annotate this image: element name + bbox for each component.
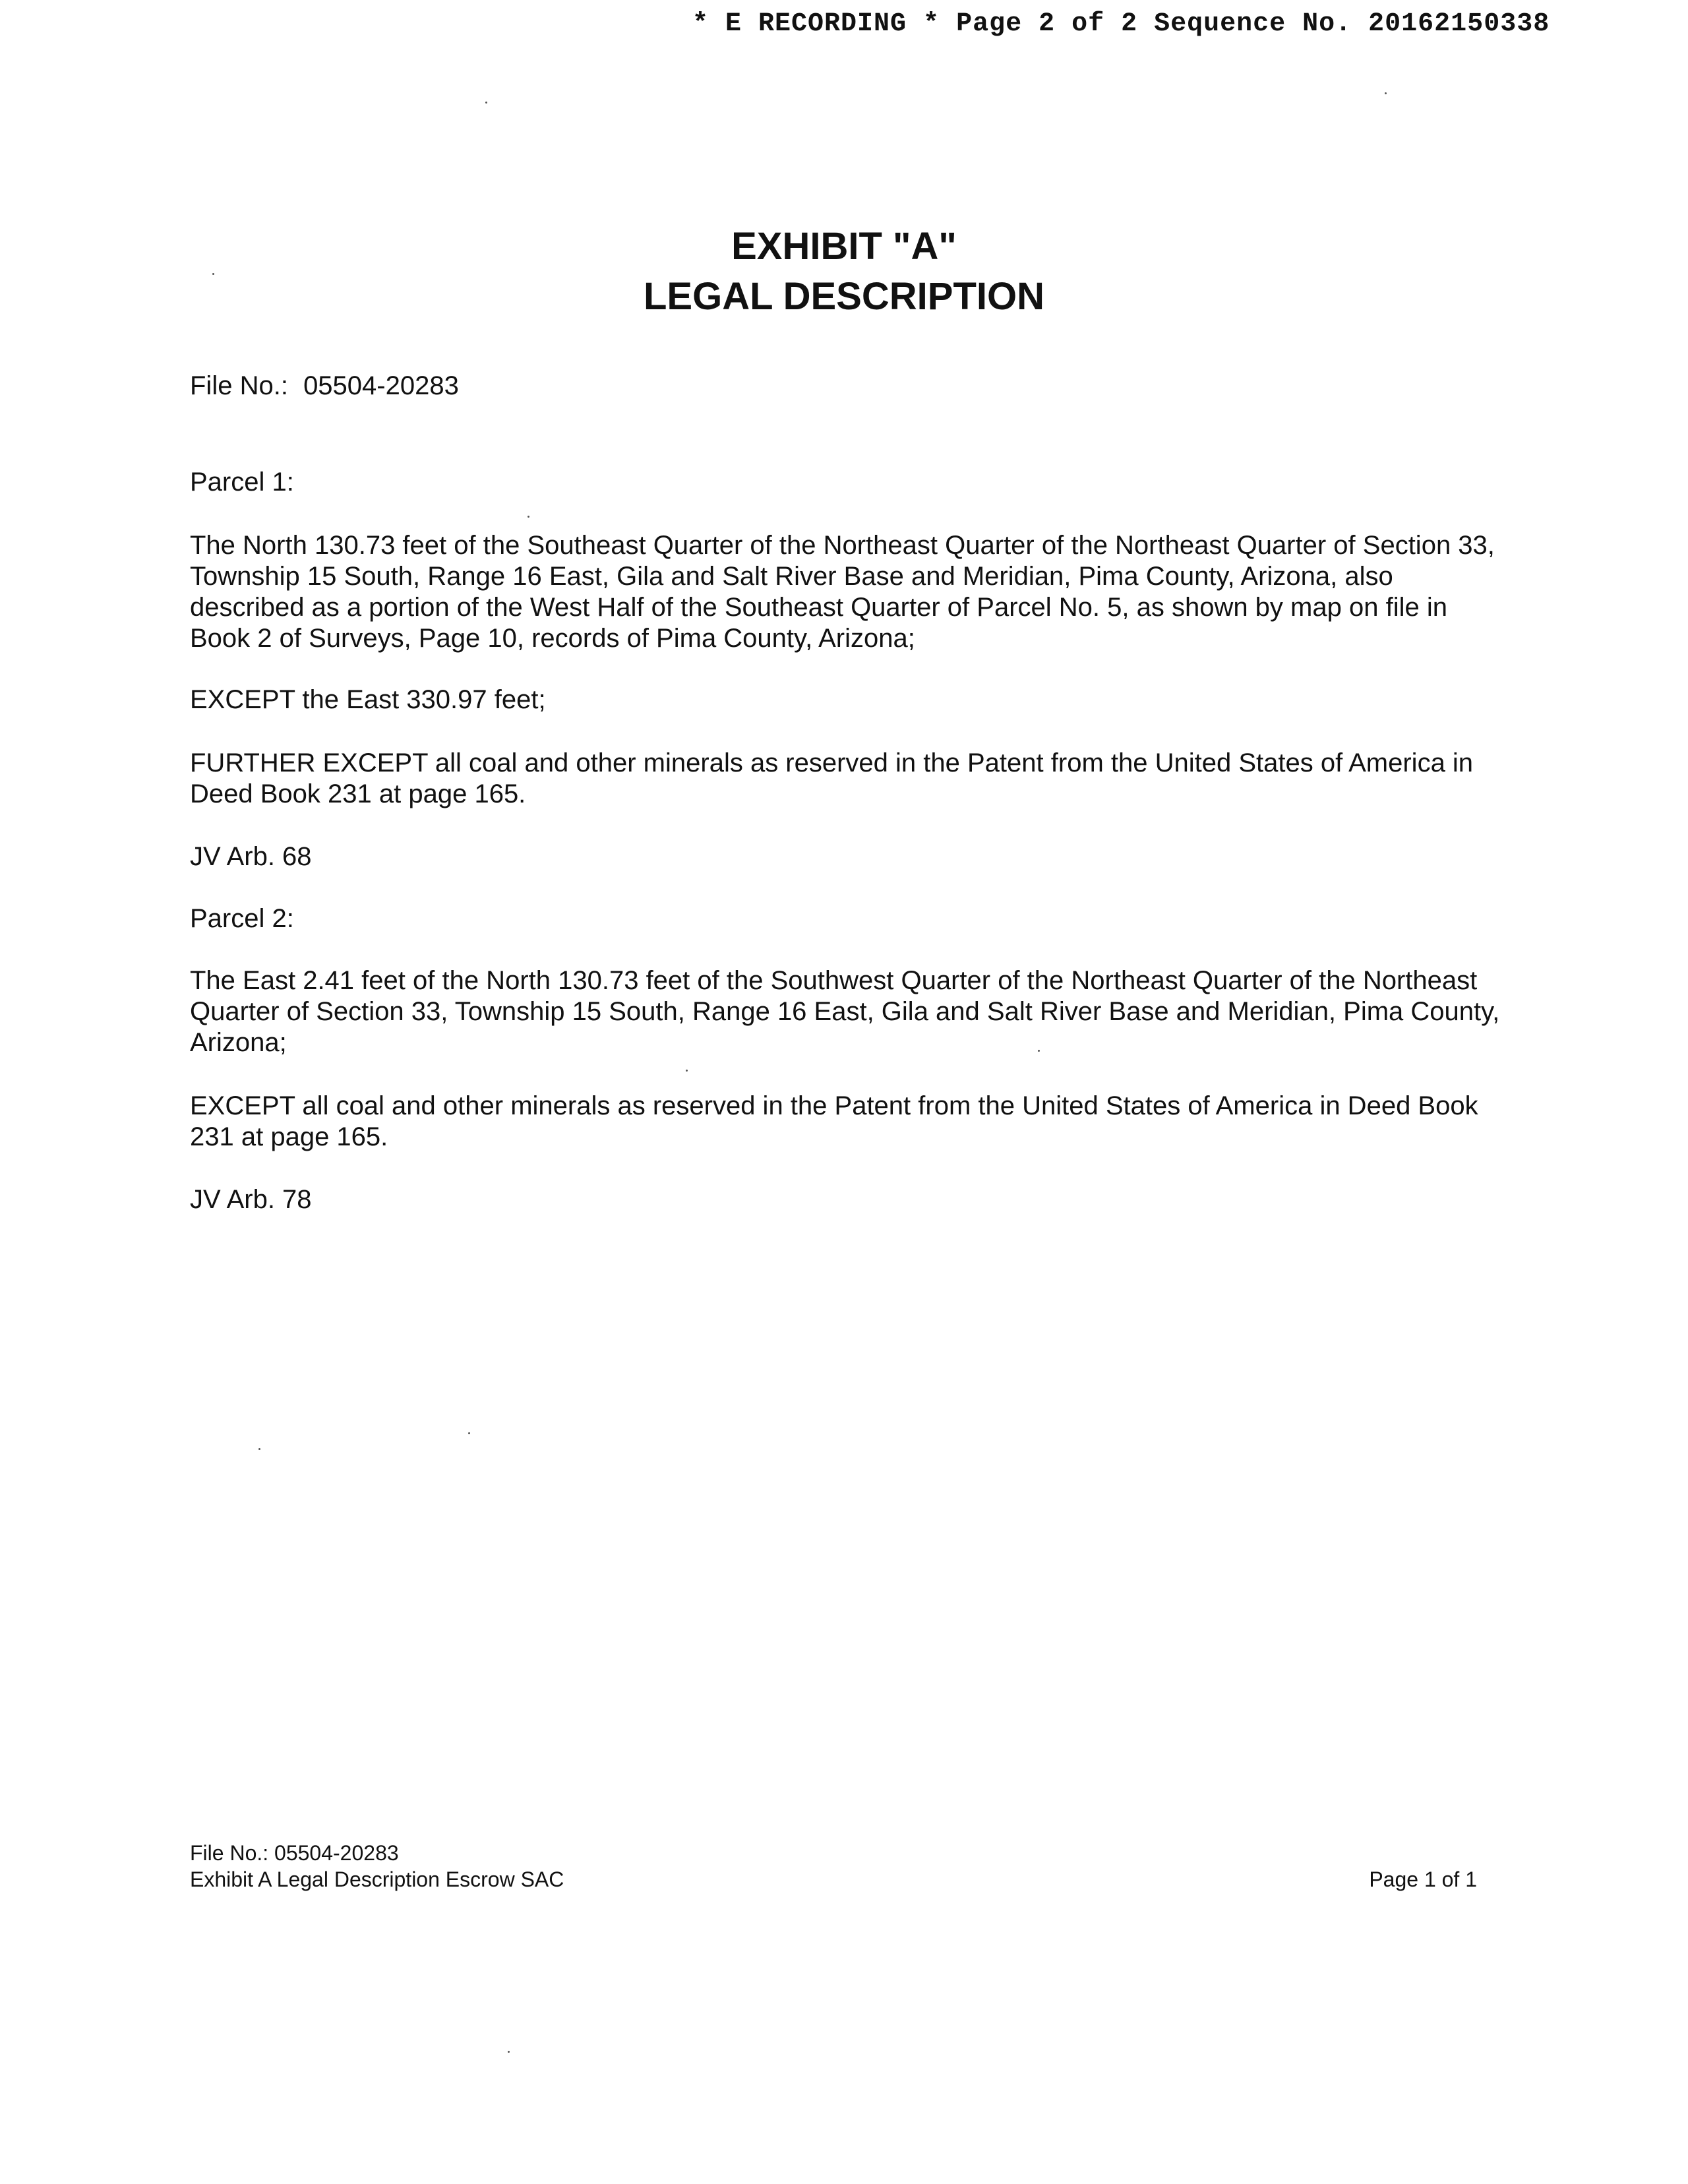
parcel-1-description: The North 130.73 feet of the Southeast Quarter of the Northeast Quarter of the Northeast Quarter of Section 33, Township 15 South, Range 16 East, Gila and Salt River Base and Meridian, Pima County, Arizona, also described as a portion of the West Half of the Southeast Quarter of Parcel No. 5, as shown by map on file in Book 2 of Surveys, Page 10, records of Pima County, Arizona;: [190, 531, 1495, 653]
file-number-label: File No.:: [190, 371, 288, 400]
exhibit-title: [0, 222, 1688, 322]
parcel-2-except: EXCEPT all coal and other minerals as reserved in the Patent from the United States of America in Deed Book 231 at page 165.: [190, 1091, 1478, 1151]
parcel-1-heading: Parcel 1:: [190, 468, 294, 497]
parcel-2-description: The East 2.41 feet of the North 130.73 feet of the Southwest Quarter of the Northeast Quarter of the Northeast Quarter of Section 33, Township 15 South, Range 16 East, Gila and Salt River Base and Meridian, Pima County, Arizona;: [190, 966, 1500, 1057]
exhibit-title-line: EXHIBIT "A": [731, 225, 957, 268]
scan-speck: [1385, 92, 1387, 94]
footer-document-name: Exhibit A Legal Description Escrow SAC: [190, 1867, 564, 1891]
scan-speck: [485, 102, 487, 104]
parcel-2-heading: Parcel 2:: [190, 904, 294, 933]
parcel-1-further-except: FURTHER EXCEPT all coal and other minerals as reserved in the Patent from the United States of America in Deed Book 231 at page 165.: [190, 748, 1474, 808]
parcel-1-except: EXCEPT the East 330.97 feet;: [190, 685, 546, 714]
file-number: [190, 371, 1509, 402]
legal-description-title: LEGAL DESCRIPTION: [644, 275, 1044, 318]
scan-speck: [212, 273, 214, 275]
footer-file-number: File No.: 05504-20283: [190, 1841, 399, 1865]
file-number-value: 05504-20283: [303, 371, 459, 400]
recording-header: * E RECORDING * Page 2 of 2 Sequence No. 20162150338: [692, 9, 1550, 39]
scan-speck: [686, 1070, 688, 1072]
scan-speck: [258, 1448, 260, 1450]
scan-speck: [528, 516, 529, 518]
footer-page-number: Page 1 of 1: [1369, 1867, 1477, 1891]
parcel-1-jv-arb: JV Arb. 68: [190, 842, 312, 871]
footer-info: [190, 1840, 564, 1893]
scan-speck: [468, 1432, 470, 1434]
parcel-2-jv-arb: JV Arb. 78: [190, 1185, 312, 1214]
scan-speck: [508, 2051, 510, 2053]
scan-speck: [1038, 1050, 1040, 1052]
